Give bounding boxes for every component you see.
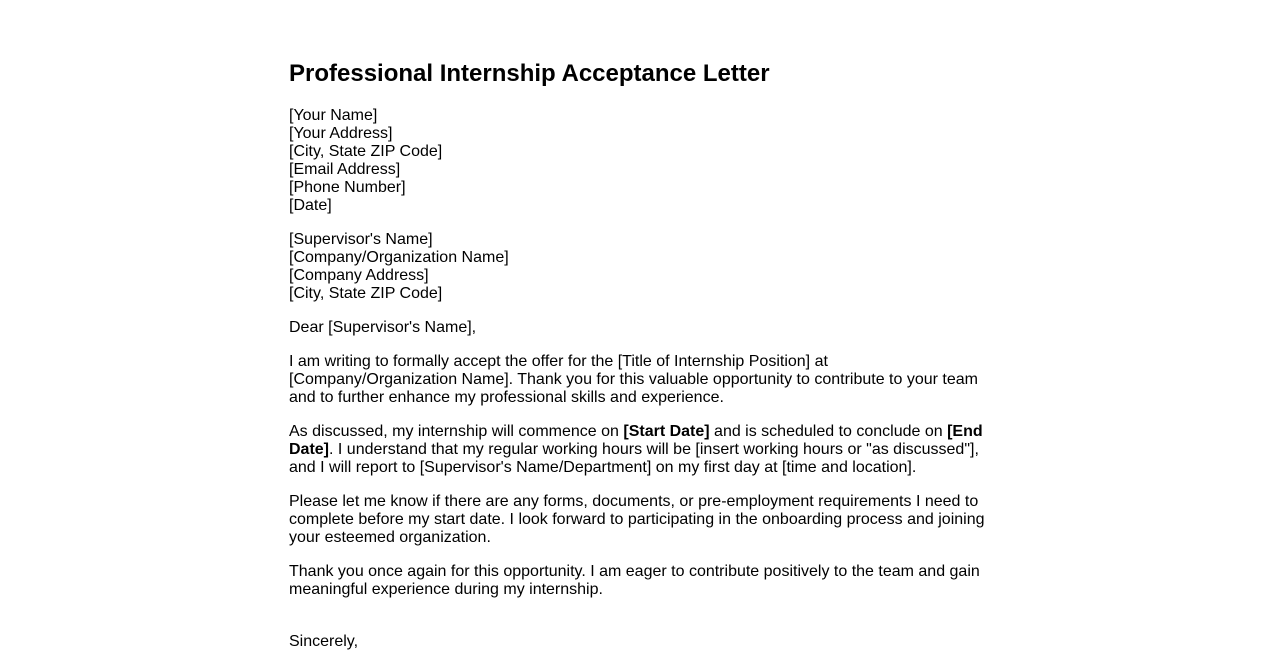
sender-address: [Your Address] <box>289 125 393 142</box>
paragraph-schedule <box>289 423 989 477</box>
letter-document <box>289 60 989 667</box>
recipient-address: [Company Address] <box>289 267 429 284</box>
closing: Sincerely, <box>289 633 359 650</box>
recipient-company: [Company/Organization Name] <box>289 249 509 266</box>
sender-email: [Email Address] <box>289 161 401 178</box>
start-date: [Start Date] <box>623 423 710 440</box>
paragraph-requirements: Please let me know if there are any forms, documents, or pre-employment requirements I need to complete before my start date. I look forward to participating in the onboarding process and joining your esteemed organization. <box>289 493 985 546</box>
paragraph-thanks: Thank you once again for this opportunity. I am eager to contribute positively to the team and gain meaningful experience during my internship. <box>289 563 980 598</box>
letter-title: Professional Internship Acceptance Letter <box>289 60 770 87</box>
sender-block <box>289 107 989 215</box>
recipient-city-state-zip: [City, State ZIP Code] <box>289 285 443 302</box>
recipient-name: [Supervisor's Name] <box>289 231 433 248</box>
schedule-text-2: and is scheduled to conclude on <box>709 423 948 440</box>
salutation: Dear [Supervisor's Name], <box>289 319 477 336</box>
end-date: [End Date] <box>289 423 983 458</box>
paragraph-acceptance: I am writing to formally accept the offer for the [Title of Internship Position] at [Company/Organization Name]. Thank you for this valuable opportunity to contribute to your team and to further enhance my professional skills and experience. <box>289 353 978 406</box>
schedule-text-1: As discussed, my internship will commence on <box>289 423 624 440</box>
recipient-block <box>289 231 989 303</box>
sender-phone: [Phone Number] <box>289 179 406 196</box>
schedule-text-3: . I understand that my regular working hours will be [insert working hours or "as discussed"], and I will report to [Supervisor's Name/Department] on my first day at [time and location]. <box>289 441 979 476</box>
sender-name: [Your Name] <box>289 107 378 124</box>
sender-city-state-zip: [City, State ZIP Code] <box>289 143 443 160</box>
letter-date: [Date] <box>289 197 332 214</box>
